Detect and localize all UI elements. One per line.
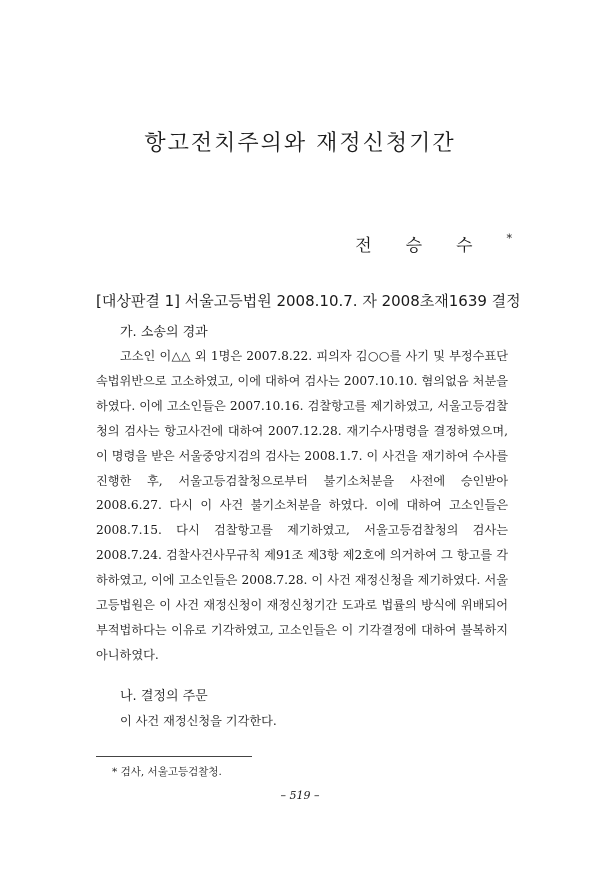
page-number: – 519 – [280,789,320,802]
author-footnote-mark: * [506,232,512,246]
section-body-order: 이 사건 재정신청을 기각한다. [120,714,277,728]
footnote-divider [96,756,252,757]
section-heading-order: 나. 결정의 주문 [120,689,208,704]
footnote: * 검사, 서울고등검찰청. [112,766,222,778]
author-name: 전승수 [355,236,507,256]
author-line [355,231,512,256]
article-title: 항고전치주의와 재정신청기간 [144,131,456,156]
section-heading-procedure: 가. 소송의 경과 [120,325,208,340]
section-body-procedure: 고소인 이△△ 외 1명은 2007.8.22. 피의자 김○○를 사기 및 부정수표단속법위반으로 고소하였고, 이에 대하여 검사는 2007.10.10. 혐의없음 처분을 하였다. 이에 고소인들은 2007.10.16. 검찰항고를 제기하였고, 서울고등검찰청의 검사는 항고사건에 대하여 2007.12.28. 재기수사명령을 결정하였으며, 이 명령을 받은 서울중앙지검의 검사는 2008.1.7. 이 사건을 재기하여 수사를 진행한 후, 서울고등검찰청으로부터 불기소처분을 사전에 승인받아 2008.6.27. 다시 이 사건 불기소처분을 하였다. 이에 대하여 고소인들은 2008.7.15. 다시 검찰항고를 제기하였고, 서울고등검찰청의 검사는 2008.7.24. 검찰사건사무규칙 제91조 제3항 제2호에 의거하여 그 항고를 각하하였고, 이에 고소인들은 2008.7.28. 이 사건 재정신청을 제기하였다. 서울고등법원은 이 사건 재정신청이 재정신청기간 도과로 법률의 방식에 위배되어 부적법하다는 이유로 기각하였고, 고소인들은 이 기각결정에 대하여 불복하지 아니하였다. [96,349,508,662]
case-heading: [대상판결 1] 서울고등법원 2008.10.7. 자 2008초재1639 결정 [96,292,521,310]
